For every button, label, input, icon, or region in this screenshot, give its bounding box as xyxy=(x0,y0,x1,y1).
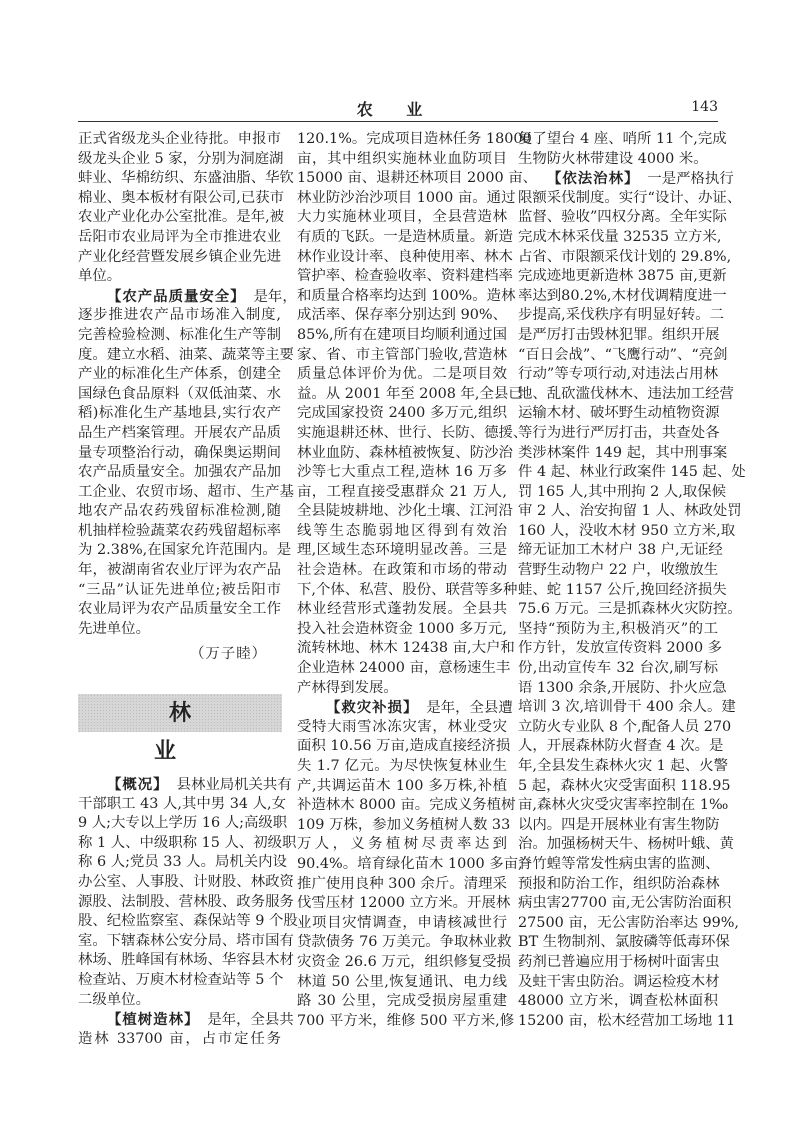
text-line: 产林得到发展。 xyxy=(297,679,398,696)
text-line: 稻)标准化生产基地县,实行农产 xyxy=(78,405,281,422)
text-line: 产业化经营暨发展乡镇企业先进 xyxy=(78,248,281,265)
text-line: 国绿色食品原料（双低油菜、水 xyxy=(78,385,281,402)
text-line: 坚持“预防为主,积极消灭”的工 xyxy=(518,620,718,637)
heading-line-text: 一是严格执行 xyxy=(647,171,734,188)
text-line: 全县陡坡耕地、沙化土壤、江河沿 xyxy=(297,503,513,520)
text-line: 为 2.38%,在国家允许范围内。是 xyxy=(78,542,292,559)
column-2 xyxy=(297,130,538,1031)
text-line xyxy=(78,287,297,307)
paragraph xyxy=(297,130,538,698)
text-line: 农业局评为农产品质量安全工作 xyxy=(78,601,281,618)
text-line: 路 30 公里，完成受损房屋重建 xyxy=(297,993,507,1010)
text-line: BT 生物制剂、氯胺磷等低毒环保 xyxy=(518,934,730,951)
text-line: 产业的标准化生产体系，创建全 xyxy=(78,366,281,383)
text-line: 林业防沙治沙项目 1000 亩。通过 xyxy=(297,189,516,206)
text-line: 48000 立方米，调查松林面积 xyxy=(518,993,718,1010)
section-heading: 【农产品质量安全】 xyxy=(107,287,246,305)
text-line: “三品”认证先进单位;被岳阳市 xyxy=(78,581,281,598)
text-line: 审 2 人、治安拘留 1 人、林政处罚 xyxy=(518,503,742,520)
text-line: 脊竹蝗等常发性病虫害的监测、 xyxy=(518,855,720,872)
text-line: 称 6 人;党员 33 人。局机关内设 xyxy=(78,854,287,871)
text-line: 9 人;大专以上学历 16 人;高级职 xyxy=(78,815,288,832)
text-line: 检查站、万庾木材检查站等 5 个 xyxy=(78,971,284,988)
text-line: 是严厉打击毁林犯罪。组织开展 xyxy=(518,326,720,343)
text-line: 面积 10.56 万亩,造成直接经济损 xyxy=(297,738,511,755)
text-line: 级龙头企业 5 家，分别为洞庭湖 xyxy=(78,150,284,167)
text-line xyxy=(297,698,513,718)
author-credit: （万子睦） xyxy=(190,646,267,663)
text-line: 办公室、人事股、计财股、林政资 xyxy=(78,873,294,890)
text-line: 万人，义务植树尽责率达到 xyxy=(297,836,507,853)
section-paragraph xyxy=(78,775,298,1010)
text-line: 90.4%。培育绿化苗木 1000 多亩, xyxy=(297,855,523,872)
text-line: 业项目灾情调查，申请核减世行 xyxy=(297,914,507,931)
text-line: 15000 亩、退耕还林项目 2000 亩、 xyxy=(297,170,538,187)
text-line: 15200 亩，松木经营加工场地 11 xyxy=(518,1012,736,1029)
text-line: 投入社会造林资金 1000 多万元, xyxy=(297,620,507,637)
text-line: 27500 亩，无公害防治率达 99%, xyxy=(518,914,740,931)
text-line: 等行为进行严厉打击，共查处各 xyxy=(518,424,720,441)
text-line: 生物防火林带建设 4000 米。 xyxy=(518,150,708,167)
heading-line-text: 是年，全县共 xyxy=(207,1012,294,1029)
text-line: 120.1%。完成项目造林任务 18000 xyxy=(297,131,532,147)
text-line: 完成迹地更新造林 3875 亩,更新 xyxy=(518,268,727,285)
section-paragraph xyxy=(297,698,523,1031)
text-line: 正式省级龙头企业待批。申报市 xyxy=(78,131,281,147)
text-line: 大力实施林业项目，全县营造林 xyxy=(297,209,507,226)
text-line: 85%,所有在建项目均顺利通过国 xyxy=(297,326,507,343)
text-line: 棉业、奥本板材有限公司,已获市 xyxy=(78,189,285,206)
text-line: 罚 165 人,其中刑拘 2 人,取保候 xyxy=(518,483,726,500)
text-line: 受特大雨雪冰冻灾害，林业受灾 xyxy=(297,718,507,735)
section-heading: 【植树造林】 xyxy=(107,1011,200,1029)
text-line: “百日会战”、“飞鹰行动”、“亮剑 xyxy=(518,346,728,363)
text-line: 品生产档案管理。开展农产品质 xyxy=(78,424,281,441)
section-heading: 【概况】 xyxy=(107,776,169,793)
text-line: 家、省、市主管部门验收,营造林 xyxy=(297,346,507,363)
text-line: 室。下辖森林公安分局、塔市国有 xyxy=(78,932,294,949)
header-rule xyxy=(78,121,718,122)
text-line: 限额采伐制度。实行“设计、办证、 xyxy=(518,189,742,206)
text-line: 干部职工 43 人,其中男 34 人,女 xyxy=(78,795,286,812)
text-line: 实施退耕还林、世行、长防、德援、 xyxy=(297,424,528,441)
text-line: 伐雪压材 12000 立方米。开展林 xyxy=(297,895,511,912)
text-line: 称 1 人、中级职称 15 人、初级职 xyxy=(78,834,297,851)
text-line: 作方针，发放宣传资料 2000 多 xyxy=(518,640,723,657)
section-paragraph xyxy=(78,287,297,640)
text-line: 复了望台 4 座、哨所 11 个,完成 xyxy=(518,131,727,147)
text-line: 运输木材、破坏野生动植物资源 xyxy=(518,405,720,422)
text-line: 理,区域生态环境明显改善。三是 xyxy=(297,542,507,559)
running-header-title: 农 业 xyxy=(356,100,437,119)
text-line: 源股、法制股、营林股、政务服务 xyxy=(78,893,294,910)
text-line: 培训 3 次,培训骨干 400 余人。建 xyxy=(518,699,736,716)
heading-line-text: 是年， xyxy=(253,288,297,305)
text-line: 亩,森林火灾受灾害率控制在 1‰ xyxy=(518,797,729,814)
text-line: 林作业设计率、良种使用率、林木 xyxy=(297,248,513,265)
text-line xyxy=(78,1010,294,1030)
text-line: 700 平方米，维修 500 平方米,修 xyxy=(297,1012,515,1029)
text-line: 管护率、检查验收率、资料建档率 xyxy=(297,268,513,285)
text-line: 补造林木 8000 亩。完成义务植树 xyxy=(297,797,516,814)
text-line: 林道 50 公里,恢复通讯、电力线 xyxy=(297,973,507,990)
text-line: 企业造林 24000 亩，意杨速生丰 xyxy=(297,660,511,677)
text-line: 贷款债务 76 万美元。争取林业救 xyxy=(297,934,512,951)
text-line: 社会造林。在政策和市场的带动 xyxy=(297,562,507,579)
text-line: 线等生态脆弱地区得到有效治 xyxy=(297,522,507,539)
text-line: 占省、市限额采伐计划的 29.8%, xyxy=(518,248,732,265)
paragraph xyxy=(78,130,294,287)
text-line: 量专项整治行动，确保奥运期间 xyxy=(78,444,281,461)
text-line: 完善检验检测、标准化生产等制 xyxy=(78,326,281,343)
text-line: 农业产业化办公室批准。是年,被 xyxy=(78,209,285,226)
text-line: 立防火专业队 8 个,配备人员 270 xyxy=(518,718,732,735)
text-line: 药剂已普遍应用于杨树叶面害虫 xyxy=(518,953,720,970)
text-line xyxy=(78,775,292,795)
section-heading: 【救灾补损】 xyxy=(326,699,419,717)
text-line: 度。建立水稻、油菜、蔬菜等主要 xyxy=(78,346,294,363)
text-line: 语 1300 余条,开展防、扑火应急 xyxy=(518,679,727,696)
text-line: 蛙、蛇 1157 公斤,挽回经济损失 xyxy=(518,581,727,598)
text-line: 二级单位。 xyxy=(78,991,150,1008)
text-line: 缔无证加工木材户 38 户,无证经 xyxy=(518,542,723,559)
text-line: 蚌业、华棉纺织、东盛油脂、华钦 xyxy=(78,170,294,187)
text-line: 林场、胜峰国有林场、华容县木材 xyxy=(78,952,294,969)
text-line: 类涉林案件 149 起，其中刑事案 xyxy=(518,444,728,461)
text-line: 病虫害27700 亩,无公害防治面积 xyxy=(518,895,732,912)
text-line: 林业血防、森林植被恢复、防沙治 xyxy=(297,444,513,461)
text-line: 及蛀干害虫防治。调运检疫木材 xyxy=(518,973,720,990)
column-1-top xyxy=(78,130,297,665)
text-line: 益。从 2001 年至 2008 年,全县已 xyxy=(297,385,523,402)
paragraph xyxy=(518,130,727,169)
text-line: 推广使用良种 300 余斤。清理采 xyxy=(297,875,507,892)
text-line: 160 人，没收木材 950 立方米,取 xyxy=(518,522,736,539)
text-line: 林业经营形式蓬勃发展。全县共 xyxy=(297,601,507,618)
text-line: 率达到80.2%,木材伐调精度进一 xyxy=(518,287,727,304)
text-line: 完成国家投资 2400 多万元,组织 xyxy=(297,405,507,422)
text-line: 单位。 xyxy=(78,268,122,285)
text-line: 有质的飞跃。一是造林质量。新造 xyxy=(297,228,513,245)
column-1-bottom xyxy=(78,775,298,1049)
text-line: 先进单位。 xyxy=(78,620,150,637)
text-line: 岳阳市农业局评为全市推进农业 xyxy=(78,228,281,245)
text-line: 质量总体评价为优。二是项目效 xyxy=(297,366,507,383)
text-line: 行动”等专项行动,对违法占用林 xyxy=(518,366,718,383)
text-line: 地农产品农药残留标准检测,随 xyxy=(78,503,281,520)
text-line: 5 起，森林火灾受害面积 118.95 xyxy=(518,777,731,794)
text-line: 逐步推进农产品市场准入制度, xyxy=(78,307,281,324)
text-line: 产,共调运苗木 100 多万株,补植 xyxy=(297,777,507,794)
text-line: 人，开展森林防火督查 4 次。是 xyxy=(518,738,724,755)
text-line: 农产品质量安全。加强农产品加 xyxy=(78,464,281,481)
text-line: 步提高,采伐秩序有明显好转。二 xyxy=(518,307,725,324)
text-line: 年，被湖南省农业厅评为农产品 xyxy=(78,562,281,579)
page-number: 143 xyxy=(691,99,718,115)
text-line: 和质量合格率均达到 100%。造林 xyxy=(297,287,516,304)
section-banner-forestry: 林 业 xyxy=(78,694,282,732)
text-line: 亩，其中组织实施林业血防项目 xyxy=(297,150,507,167)
text-line: 失 1.7 亿元。为尽快恢复林业生 xyxy=(297,758,507,774)
text-line: 监督、验收”四权分离。全年实际 xyxy=(518,209,727,226)
text-line: 营野生动物户 22 户，收缴放生 xyxy=(518,562,719,579)
heading-line-text: 县林业局机关共有 xyxy=(176,777,292,793)
text-line: 沙等七大重点工程,造林 16 万多 xyxy=(297,464,507,481)
text-line xyxy=(518,169,734,189)
text-line: 以内。四是开展林业有害生物防 xyxy=(518,816,720,833)
text-line: 年,全县发生森林火灾 1 起、火警 xyxy=(518,758,728,774)
text-line: 灾资金 26.6 万元，组织修复受损 xyxy=(297,953,511,970)
text-line: 下,个体、私营、股份、联营等多种 xyxy=(297,581,518,598)
text-line: 件 4 起、林业行政案件 145 起、处 xyxy=(518,464,746,481)
text-line: 成活率、保存率分别达到 90%、 xyxy=(297,307,507,324)
section-heading: 【依法治林】 xyxy=(547,170,640,188)
text-line: 机抽样检验蔬菜农药残留超标率 xyxy=(78,522,281,539)
heading-line-text: 是年，全县遭 xyxy=(426,700,513,717)
column-3 xyxy=(518,130,746,1031)
text-line: 地、乱砍滥伐林木、违法加工经营 xyxy=(518,385,734,402)
text-line: 完成木林采伐量 32535 立方米, xyxy=(518,228,722,245)
text-line: 预报和防治工作，组织防治森林 xyxy=(518,875,720,892)
section-paragraph xyxy=(518,169,746,1031)
text-line: 109 万株，参加义务植树人数 33 xyxy=(297,816,511,833)
section-paragraph xyxy=(78,1010,294,1049)
text-line: 股、纪检监察室、森保站等 9 个股 xyxy=(78,913,298,930)
text-line: 工企业、农贸市场、超市、生产基 xyxy=(78,483,294,500)
text-line: 造林 33700 亩，占市定任务 xyxy=(78,1030,281,1047)
text-line: 亩，工程直接受惠群众 21 万人, xyxy=(297,483,507,500)
text-line: 75.6 万元。三是抓森林火灾防控。 xyxy=(518,601,742,618)
text-line: 流转林地、林木 12438 亩,大户和 xyxy=(297,640,515,657)
text-line: 份,出动宣传车 32 台次,刷写标 xyxy=(518,660,718,677)
text-line: 治。加强杨树天牛、杨树叶蛾、黄 xyxy=(518,836,734,853)
